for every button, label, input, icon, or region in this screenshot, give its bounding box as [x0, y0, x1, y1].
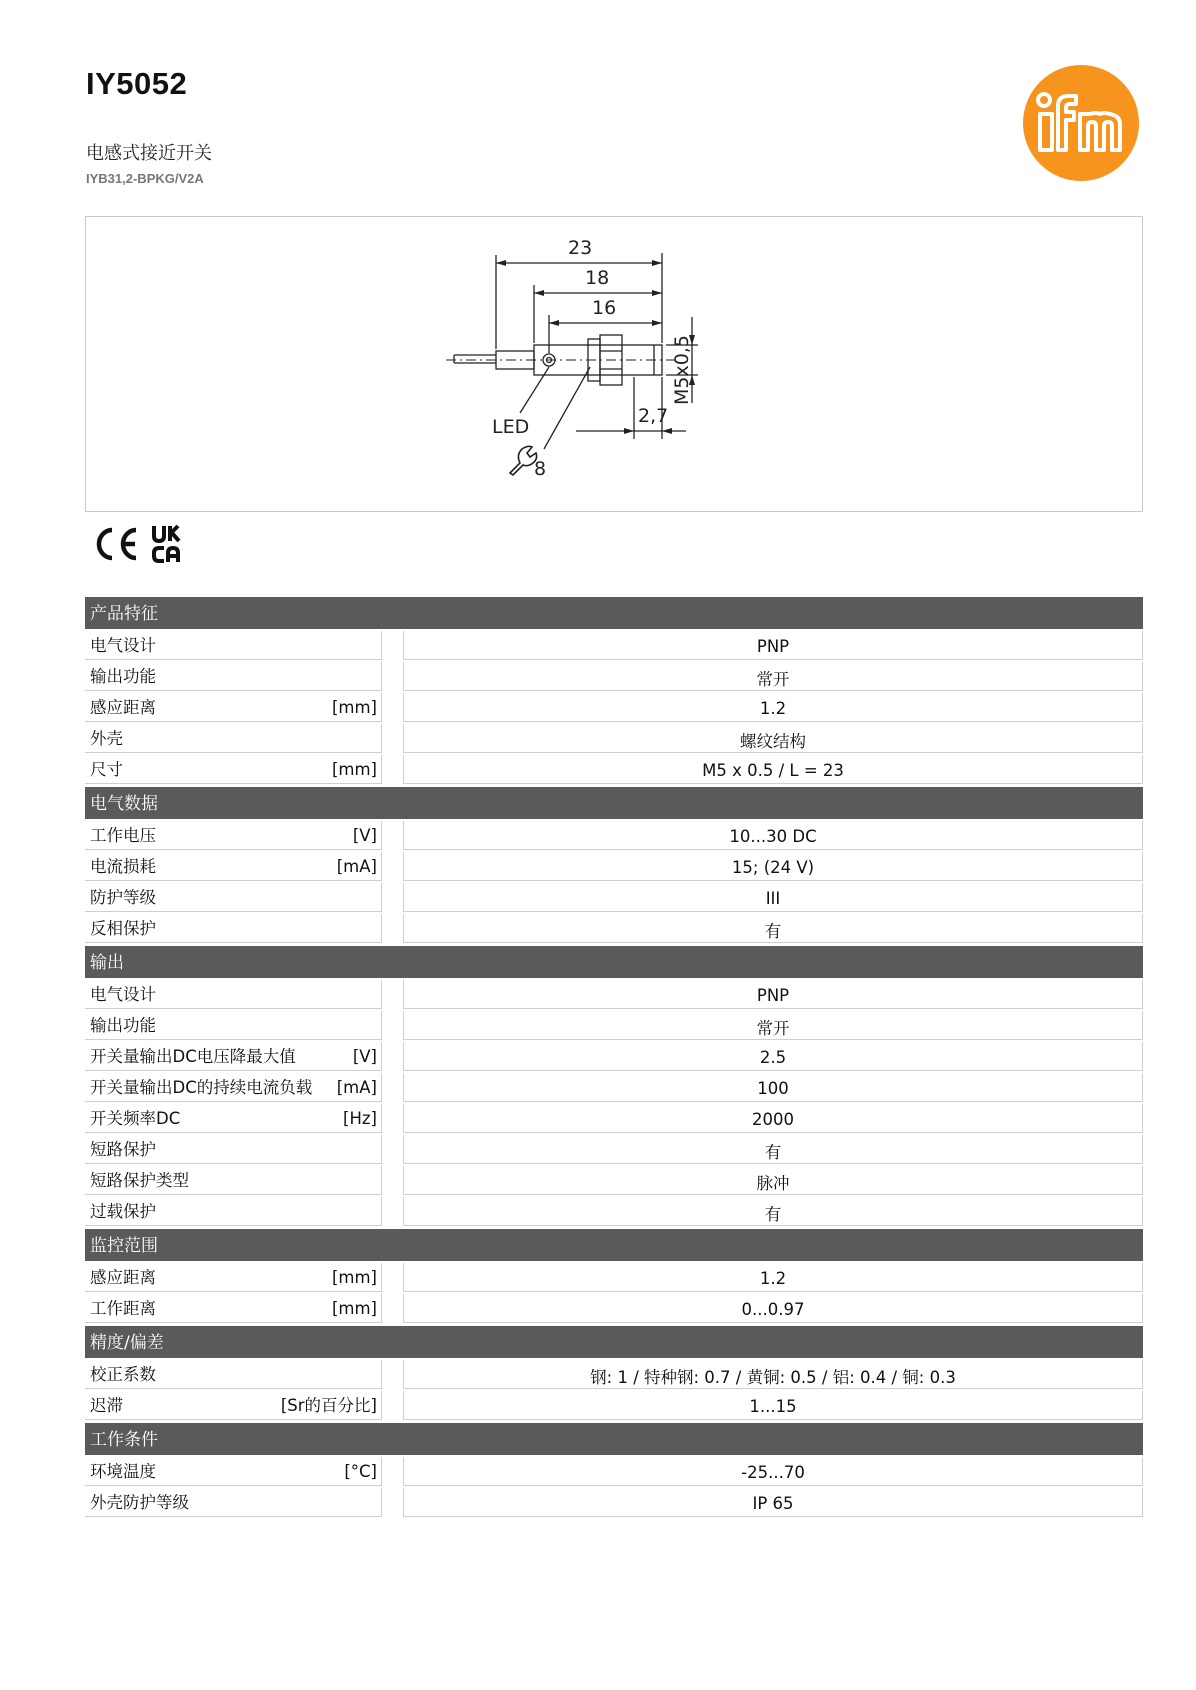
- spec-row: [85, 1197, 1143, 1226]
- spec-value: 常开: [403, 1011, 1143, 1040]
- section-header: 工作条件: [85, 1423, 1143, 1455]
- spec-value: 有: [403, 1135, 1143, 1164]
- spec-label-cell: [85, 852, 382, 881]
- spec-label-cell: [85, 1011, 382, 1040]
- spec-label: 电气设计: [90, 636, 156, 655]
- spec-value: 有: [403, 1197, 1143, 1226]
- spec-label: 感应距离: [90, 698, 156, 717]
- spec-label-cell: [85, 1263, 382, 1292]
- spec-row: [85, 1073, 1143, 1102]
- spec-section: [85, 597, 1143, 784]
- spec-row: [85, 1457, 1143, 1486]
- spec-label: 外壳: [90, 729, 123, 748]
- spec-row: [85, 1135, 1143, 1164]
- certification-marks: [92, 522, 202, 566]
- spec-label: 过载保护: [90, 1202, 156, 1221]
- ifm-logo: [1022, 64, 1140, 182]
- spec-unit: [mm]: [331, 1268, 377, 1287]
- spec-label: 短路保护类型: [90, 1171, 189, 1190]
- spec-value: PNP: [403, 980, 1143, 1009]
- spec-row: [85, 724, 1143, 753]
- spec-label-cell: [85, 1294, 382, 1323]
- dimension-drawing: [85, 216, 1143, 512]
- spec-label-cell: [85, 1197, 382, 1226]
- product-title: IY5052: [86, 66, 188, 101]
- spec-label-cell: [85, 883, 382, 912]
- product-subtitle: 电感式接近开关: [86, 143, 212, 164]
- led-label: LED: [492, 416, 530, 438]
- spec-label-cell: [85, 1042, 382, 1071]
- spec-row: [85, 1294, 1143, 1323]
- section-header: 产品特征: [85, 597, 1143, 629]
- spec-row: [85, 1011, 1143, 1040]
- spec-section: [85, 1423, 1143, 1517]
- spec-unit: [mm]: [331, 1299, 377, 1318]
- spec-label-cell: [85, 693, 382, 722]
- spec-value: 脉冲: [403, 1166, 1143, 1195]
- spec-section: [85, 787, 1143, 943]
- wrench-size: 8: [534, 458, 547, 480]
- spec-value: 15; (24 V): [403, 852, 1143, 881]
- spec-label: 电气设计: [90, 985, 156, 1004]
- ce-mark: [99, 530, 136, 558]
- spec-label: 开关量输出DC的持续电流负载: [90, 1078, 313, 1097]
- spec-value: 2000: [403, 1104, 1143, 1133]
- spec-row: [85, 1166, 1143, 1195]
- spec-label-cell: [85, 1135, 382, 1164]
- spec-label-cell: [85, 631, 382, 660]
- spec-unit: [mm]: [331, 698, 377, 717]
- spec-row: [85, 1488, 1143, 1517]
- spec-label: 尺寸: [90, 760, 123, 779]
- spec-label: 开关量输出DC电压降最大值: [90, 1047, 296, 1066]
- spec-row: [85, 1391, 1143, 1420]
- spec-label-cell: [85, 724, 382, 753]
- spec-row: [85, 883, 1143, 912]
- spec-label: 工作距离: [90, 1299, 156, 1318]
- spec-label: 输出功能: [90, 1016, 156, 1035]
- spec-label-cell: [85, 821, 382, 850]
- dim-18: 18: [585, 267, 610, 289]
- spec-row: [85, 821, 1143, 850]
- spec-row: [85, 852, 1143, 881]
- wrench-icon: [510, 446, 537, 475]
- product-code: IYB31,2-BPKG/V2A: [86, 171, 204, 186]
- spec-unit: [mA]: [336, 1078, 377, 1097]
- spec-row: [85, 1104, 1143, 1133]
- spec-label-cell: [85, 980, 382, 1009]
- spec-label-cell: [85, 1360, 382, 1389]
- spec-label: 感应距离: [90, 1268, 156, 1287]
- spec-unit: [mA]: [336, 857, 377, 876]
- spec-table: [85, 597, 1143, 1520]
- spec-value: IP 65: [403, 1488, 1143, 1517]
- spec-label: 工作电压: [90, 826, 156, 845]
- section-header: 监控范围: [85, 1229, 1143, 1261]
- spec-row: [85, 631, 1143, 660]
- spec-value: M5 x 0.5 / L = 23: [403, 755, 1143, 784]
- spec-label: 开关频率DC: [90, 1109, 181, 1128]
- spec-label-cell: [85, 1391, 382, 1420]
- spec-unit: [V]: [352, 826, 377, 845]
- spec-value: 1...15: [403, 1391, 1143, 1420]
- section-header: 输出: [85, 946, 1143, 978]
- spec-value: 钢: 1 / 特种钢: 0.7 / 黄铜: 0.5 / 铝: 0.4 / 铜: 0.3: [403, 1360, 1143, 1389]
- spec-label: 迟滞: [90, 1396, 123, 1415]
- spec-label: 防护等级: [90, 888, 156, 907]
- spec-unit: [Sr的百分比]: [280, 1396, 377, 1415]
- spec-value: 螺纹结构: [403, 724, 1143, 753]
- spec-value: 有: [403, 914, 1143, 943]
- spec-value: 1.2: [403, 1263, 1143, 1292]
- spec-unit: [mm]: [331, 760, 377, 779]
- spec-label-cell: [85, 662, 382, 691]
- spec-label-cell: [85, 1104, 382, 1133]
- spec-row: [85, 1263, 1143, 1292]
- spec-value: PNP: [403, 631, 1143, 660]
- spec-label-cell: [85, 914, 382, 943]
- spec-label: 反相保护: [90, 919, 156, 938]
- spec-value: 0...0.97: [403, 1294, 1143, 1323]
- section-header: 电气数据: [85, 787, 1143, 819]
- section-header: 精度/偏差: [85, 1326, 1143, 1358]
- spec-label-cell: [85, 1488, 382, 1517]
- spec-section: [85, 1326, 1143, 1420]
- spec-section: [85, 1229, 1143, 1323]
- ukca-mark: [154, 526, 179, 562]
- spec-unit: [°C]: [344, 1462, 377, 1481]
- spec-label-cell: [85, 1073, 382, 1102]
- spec-row: [85, 662, 1143, 691]
- spec-value: 100: [403, 1073, 1143, 1102]
- spec-label: 校正系数: [90, 1365, 156, 1384]
- spec-value: 2.5: [403, 1042, 1143, 1071]
- spec-value: III: [403, 883, 1143, 912]
- spec-unit: [V]: [352, 1047, 377, 1066]
- dim-2-7: 2,7: [638, 405, 669, 427]
- spec-unit: [Hz]: [343, 1109, 377, 1128]
- spec-value: 10...30 DC: [403, 821, 1143, 850]
- spec-value: -25...70: [403, 1457, 1143, 1486]
- spec-label: 环境温度: [90, 1462, 156, 1481]
- spec-row: [85, 1042, 1143, 1071]
- spec-label-cell: [85, 1457, 382, 1486]
- spec-row: [85, 693, 1143, 722]
- dim-16: 16: [592, 297, 617, 319]
- spec-row: [85, 1360, 1143, 1389]
- spec-label: 短路保护: [90, 1140, 156, 1159]
- spec-label: 外壳防护等级: [90, 1493, 189, 1512]
- spec-row: [85, 980, 1143, 1009]
- spec-label-cell: [85, 1166, 382, 1195]
- spec-value: 1.2: [403, 693, 1143, 722]
- spec-label-cell: [85, 755, 382, 784]
- spec-row: [85, 755, 1143, 784]
- spec-label: 输出功能: [90, 667, 156, 686]
- spec-section: [85, 946, 1143, 1226]
- spec-row: [85, 914, 1143, 943]
- spec-value: 常开: [403, 662, 1143, 691]
- dim-thread: M5x0,5: [671, 335, 693, 405]
- dim-23: 23: [568, 237, 593, 259]
- spec-label: 电流损耗: [90, 857, 156, 876]
